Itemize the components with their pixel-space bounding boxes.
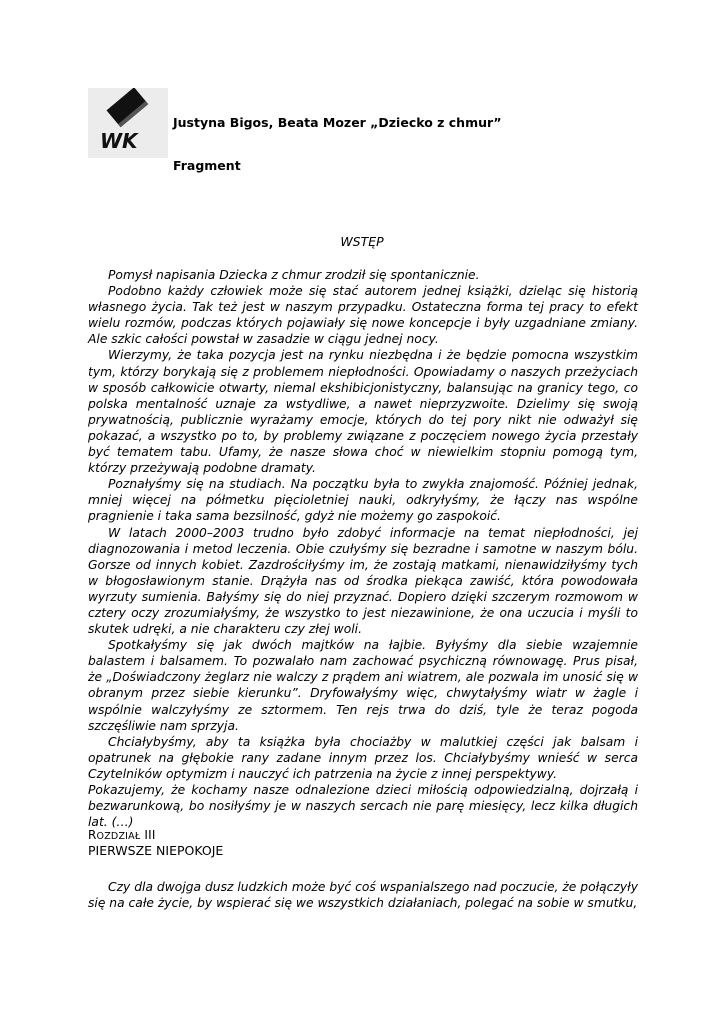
chapter-label [88, 828, 156, 842]
paragraph: W latach 2000–2003 trudno było zdobyć informacje na temat niepłodności, jej diagnozowania i metod leczenia. Obie czułyśmy się bezradne i samotne w naszym bólu. Gorsze od innych kobiet. Zazdrościłyśmy im, że zostają matkami, nienawidziłyśmy tych w błogosławionym stanie. Drążyła nas od środka piekąca zawiść, która powodowała wyrzuty sumienia. Bałyśmy się do niej przyznać. Dopiero dzięki szczerym rozmowom w cztery oczy zrozumiałyśmy, że wszystko to jest niezawinione, że ona uczucia i myśli to skutek udręki, a nie charakteru czy złej woli. [88, 525, 638, 637]
fragment-label: Fragment [173, 158, 241, 173]
paragraph: Spotkałyśmy się jak dwóch majtków na łajbie. Byłyśmy dla siebie wzajemnie balastem i balsamem. To pozwalało nam zachować psychiczną równowagę. Prus pisał, że „Doświadczony żeglarz nie walczy z prądem ani wiatrem, ale pozwala im unosić się w obranym przez siebie kierunku”. Dryfowałyśmy więc, chwytałyśmy wiatr w żagle i wspólnie walczyłyśmy ze sztormem. Ten rejs trwa do dziś, tyle że teraz pogoda szczęśliwie nam sprzyja. [88, 638, 638, 733]
paragraph: Poznałyśmy się na studiach. Na początku była to zwykła znajomość. Później jednak, mniej więcej na półmetku pięcioletniej nauki, odkryłyśmy, że łączy nas wspólne pragnienie i taka sama bezsilność, gdyż nie możemy go zaspokoić. [88, 477, 638, 524]
intro-heading: WSTĘP [340, 234, 384, 249]
book-title: Justyna Bigos, Beata Mozer „Dziecko z chmur” [173, 115, 502, 130]
paragraph: Pomysł napisania Dziecka z chmur zrodził się spontanicznie. [108, 268, 480, 282]
paragraph: Czy dla dwojga dusz ludzkich może być coś wspanialszego nad poczucie, że połączyły się na całe życie, by wspierać się we wszystkich działaniach, polegać na sobie w smutku, [88, 880, 638, 911]
logo-text: WK [100, 129, 138, 153]
chapter-title: PIERWSZE NIEPOKOJE [88, 843, 224, 858]
paragraph: Pokazujemy, że kochamy nasze odnalezione dzieci miłością odpowiedzialną, dojrzałą i bezwarunkową, bo nosiłyśmy je w naszych sercach nie parę miesięcy, lecz kilka długich lat. (…) [88, 783, 638, 830]
book-logo-icon [88, 88, 168, 158]
chapter-label-initial: R [88, 828, 97, 842]
publisher-logo [88, 88, 168, 158]
paragraph: Wierzymy, że taka pozycja jest na rynku niezbędna i że będzie pomocna wszystkim tym, którzy borykają się z problemem niepłodności. Opowiadamy o naszych przeżyciach w sposób całkowicie otwarty, niemal ekshibicjonistyczny, balansując na granicy tego, co polska mentalność uznaje za wstydliwe, a nawet nieprzyzwoite. Dzielimy się swoją prywatnością, publicznie wyrażamy emocje, których do tej pory nikt nie odważył się pokazać, a wszystko po to, by problemy związane z poczęciem nowego życia przestały być tematem tabu. Ufamy, że nasze słowa choć w niewielkim stopniu pomogą tym, którzy przeżywają podobne dramaty. [88, 348, 638, 476]
paragraph: Chciałybyśmy, aby ta książka była chociażby w malutkiej części jak balsam i opatrunek na głębokie rany zadane innym przez los. Chciałybyśmy wnieść w serca Czytelników optymizm i nauczyć ich patrzenia na życie z innej perspektywy. [88, 734, 638, 781]
paragraph: Podobno każdy człowiek może się stać autorem jednej książki, dzieląc się historią własnego życia. Tak też jest w naszym przypadku. Ostateczna forma tej pracy to efekt wielu rozmów, podczas których pojawiały się nowe koncepcje i były uzgadniane zmiany. Ale szkic całości powstał w zasadzie w ciągu jednej nocy. [88, 284, 638, 347]
chapter-text [88, 879, 638, 911]
intro-text [88, 267, 638, 830]
chapter-number: III [144, 828, 156, 842]
chapter-label-word: OZDZIAŁ [96, 831, 141, 842]
